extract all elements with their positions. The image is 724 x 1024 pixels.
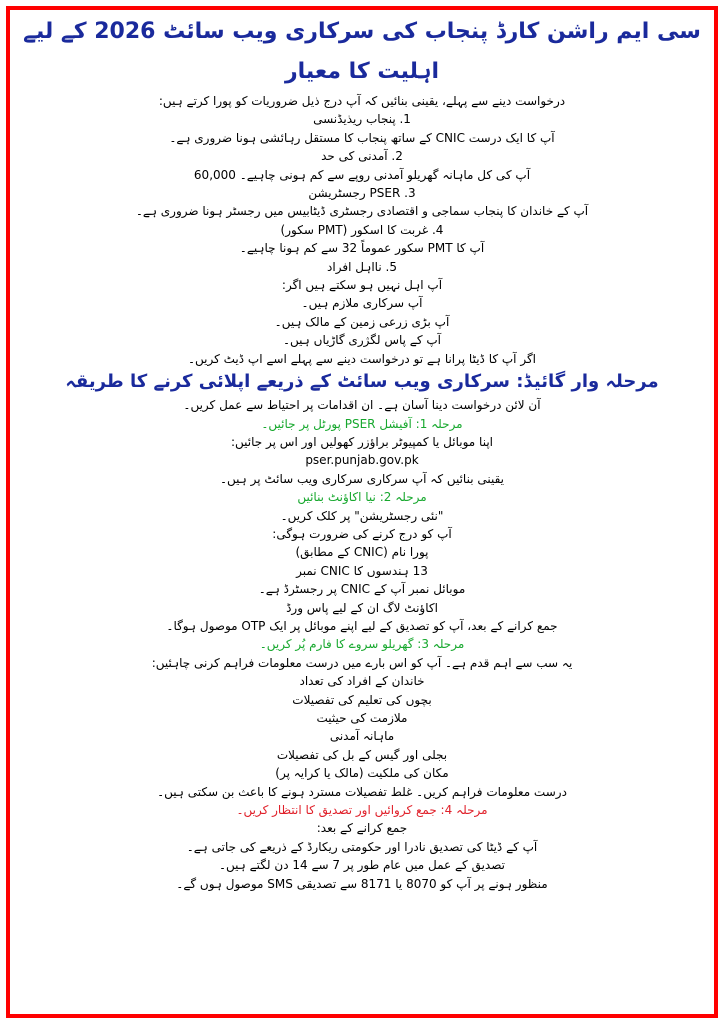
- instruction-line: مکان کی ملکیت (مالک یا کرایہ پر): [275, 766, 449, 781]
- eligibility-line: آپ کے خاندان کا پنجاب سماجی و اقتصادی رجسٹری ڈیٹابیس میں رجسٹر ہونا ضروری ہے۔: [135, 204, 589, 219]
- instruction-line: ماہانہ آمدنی: [329, 729, 395, 744]
- steps-section: [14, 396, 710, 893]
- instruction-line: یہ سب سے اہم قدم ہے۔ آپ کو اس بارے میں درست معلومات فراہم کرنی چاہئیں:: [151, 655, 573, 670]
- step-heading: مرحلہ 3: گھریلو سروے کا فارم پُر کریں۔: [259, 637, 465, 652]
- instruction-line: آپ کے ڈیٹا کی تصدیق نادرا اور حکومتی ریکارڈ کے ذریعے کی جاتی ہے۔: [186, 839, 538, 854]
- eligibility-line: PSER .3 رجسٹریشن: [308, 186, 416, 201]
- instruction-line: "نئی رجسٹریشن" پر کلک کریں۔: [280, 508, 444, 523]
- eligibility-line: آپ اہل نہیں ہو سکتے ہیں اگر:: [281, 278, 443, 293]
- instruction-line: 13 ہندسوں کا CNIC نمبر: [296, 563, 428, 578]
- instruction-line: تصدیق کے عمل میں عام طور پر 7 سے 14 دن لگتے ہیں۔: [219, 858, 505, 873]
- instruction-line: موبائل نمبر آپ کے CNIC پر رجسٹرڈ ہے۔: [258, 582, 466, 597]
- instruction-line: پورا نام (CNIC کے مطابق): [295, 545, 429, 560]
- eligibility-line: آپ کا PMT سکور عموماً 32 سے کم ہونا چاہیے۔: [239, 241, 485, 256]
- guide-heading: مرحلہ وار گائیڈ: سرکاری ویب سائٹ کے ذریعے اپلائی کرنے کا طریقہ: [65, 371, 659, 393]
- eligibility-line: آپ بڑی زرعی زمین کے مالک ہیں۔: [274, 314, 450, 329]
- instruction-line: منظور ہونے پر آپ کو 8070 یا 8171 سے تصدیقی SMS موصول ہوں گے۔: [176, 876, 548, 891]
- instruction-line: خاندان کے افراد کی تعداد: [299, 674, 425, 689]
- eligibility-line: 1. پنجاب ریذیڈنسی: [313, 112, 411, 127]
- step-heading: مرحلہ 1: آفیشل PSER پورٹل پر جائیں۔: [261, 416, 463, 431]
- instruction-line: اکاؤنٹ لاگ ان کے لیے پاس ورڈ: [286, 600, 438, 615]
- document-body: [14, 12, 710, 1010]
- eligibility-line: آپ سرکاری ملازم ہیں۔: [301, 296, 423, 311]
- instruction-line: جمع کرانے کے بعد:: [316, 821, 408, 836]
- instruction-line: بجلی اور گیس کے بل کی تفصیلات: [276, 747, 448, 762]
- page-title: سی ایم راشن کارڈ پنجاب کی سرکاری ویب سائٹ 2026 کے لیے اہلیت کا معیار: [23, 19, 701, 84]
- instruction-line: pser.punjab.gov.pk: [305, 453, 419, 468]
- instruction-line: ملازمت کی حیثیت: [316, 711, 408, 725]
- instruction-line: آن لائن درخواست دینا آسان ہے۔ ان اقدامات پر احتیاط سے عمل کریں۔: [183, 398, 541, 413]
- eligibility-line: درخواست دینے سے پہلے، یقینی بنائیں کہ آپ درج ذیل ضروریات کو پورا کرتے ہیں:: [158, 94, 566, 108]
- instruction-line: یقینی بنائیں کہ آپ سرکاری سرکاری ویب سائٹ پر ہیں۔: [219, 471, 505, 486]
- eligibility-line: 5. نااہل افراد: [327, 259, 397, 274]
- eligibility-line: آپ کے پاس لگژری گاڑیاں ہیں۔: [283, 333, 441, 348]
- eligibility-section: [14, 92, 710, 368]
- instruction-line: بچوں کی تعلیم کی تفصیلات: [292, 692, 432, 707]
- eligibility-line: 4. غربت کا اسکور (PMT سکور): [280, 222, 444, 237]
- instruction-line: جمع کرانے کے بعد، آپ کو تصدیق کے لیے اپنے موبائل پر ایک OTP موصول ہوگا۔: [166, 618, 558, 633]
- eligibility-line: آپ کا ایک درست CNIC کے ساتھ پنجاب کا مستقل رہائشی ہونا ضروری ہے۔: [169, 130, 555, 145]
- eligibility-line: آپ کی کل ماہانہ گھریلو آمدنی روپے سے کم ہونی چاہیے۔ 60,000: [193, 167, 531, 182]
- step-heading: مرحلہ 2: نیا اکاؤنٹ بنائیں: [297, 490, 427, 505]
- instruction-line: اپنا موبائل یا کمپیوٹر براؤزر کھولیں اور اس پر جائیں:: [231, 434, 493, 449]
- step-heading: مرحلہ 4: جمع کروائیں اور تصدیق کا انتظار کریں۔: [236, 803, 488, 818]
- eligibility-line: 2. آمدنی کی حد: [321, 149, 403, 164]
- instruction-line: درست معلومات فراہم کریں۔ غلط تفصیلات مسترد ہونے کا باعث بن سکتی ہیں۔: [157, 784, 567, 799]
- eligibility-line: اگر آپ کا ڈیٹا پرانا ہے تو درخواست دینے سے پہلے اسے اپ ڈیٹ کریں۔: [187, 351, 536, 366]
- instruction-line: آپ کو درج کرنے کی ضرورت ہوگی:: [272, 526, 452, 541]
